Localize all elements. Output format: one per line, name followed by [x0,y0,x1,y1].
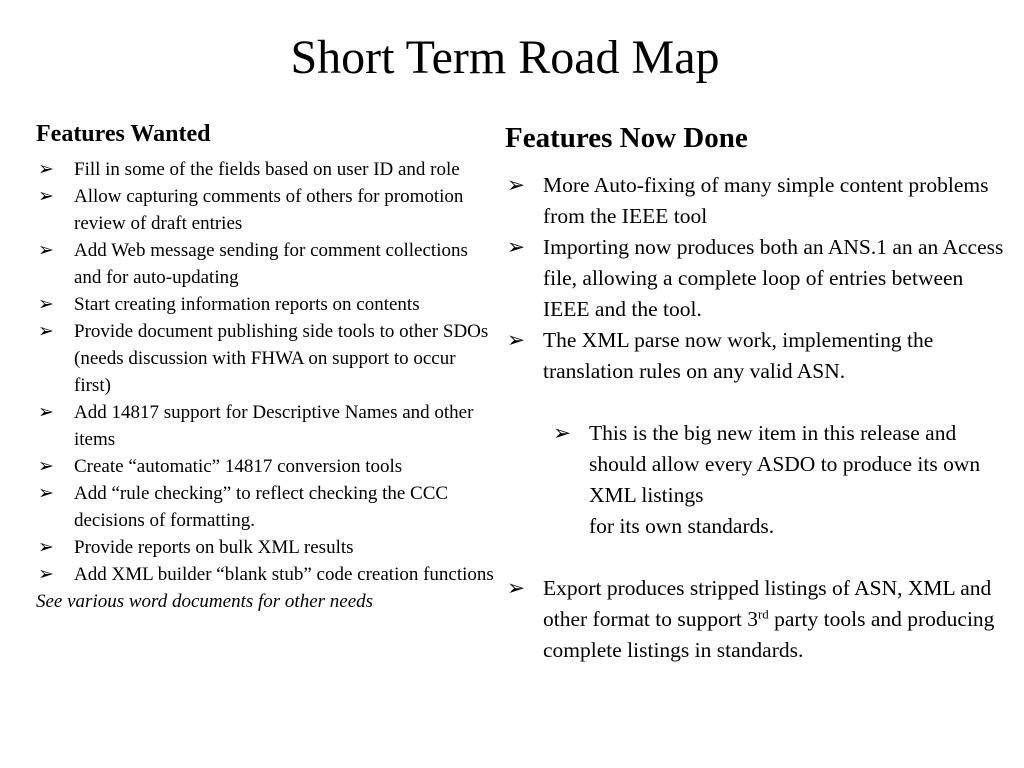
list-item: ➢ Importing now produces both an ANS.1 an an Access file, allowing a complete loop of entries between IEEE and the tool. [505,232,1015,325]
arrow-bullet-icon: ➢ [38,564,54,585]
features-done-column [505,118,1015,666]
other-needs-note: See various word documents for other needs [36,591,374,612]
arrow-bullet-icon: ➢ [38,456,54,477]
arrow-bullet-icon: ➢ [38,537,54,558]
list-item: ➢ Add 14817 support for Descriptive Names and other items [36,399,496,453]
arrow-bullet-icon: ➢ [507,235,526,259]
list-item: ➢ Add XML builder “blank stub” code creation functions [36,561,496,588]
list-item: ➢ Create “automatic” 14817 conversion tools [36,453,496,480]
list-item: ➢ Add Web message sending for comment collections and for auto-updating [36,237,496,291]
features-done-heading: Features Now Done [505,122,748,154]
sub-list-item: ➢ This is the big new item in this release and should allow every ASDO to produce its own XML listings for its own standards. [551,418,1015,542]
arrow-bullet-icon: ➢ [38,240,54,261]
list-item: ➢ Start creating information reports on contents [36,291,496,318]
superscript-rd: rd [757,607,769,622]
arrow-bullet-icon: ➢ [38,321,54,342]
list-item: ➢ The XML parse now work, implementing the translation rules on any valid ASN. [505,325,1015,387]
features-done-list [505,170,1015,666]
arrow-bullet-icon: ➢ [507,173,526,197]
arrow-bullet-icon: ➢ [38,294,54,315]
list-item: ➢ Fill in some of the fields based on user ID and role [36,156,496,183]
list-item: ➢ Provide reports on bulk XML results [36,534,496,561]
features-wanted-list [36,156,496,588]
list-item: ➢ Provide document publishing side tools to other SDOs (needs discussion with FHWA on support to occur first) [36,318,496,399]
arrow-bullet-icon: ➢ [38,159,54,180]
list-item: ➢ Add “rule checking” to reflect checking the CCC decisions of formatting. [36,480,496,534]
features-wanted-column [36,118,496,615]
list-item: ➢ Allow capturing comments of others for promotion review of draft entries [36,183,496,237]
arrow-bullet-icon: ➢ [38,402,54,423]
list-item: ➢ Export produces stripped listings of ASN, XML and other format to support 3rd party tools and producing complete listings in standards. [505,573,1015,666]
arrow-bullet-icon: ➢ [38,483,54,504]
arrow-bullet-icon: ➢ [553,421,572,445]
arrow-bullet-icon: ➢ [38,186,54,207]
list-item: ➢ More Auto-fixing of many simple content problems from the IEEE tool [505,170,1015,232]
slide-title: Short Term Road Map [290,31,720,84]
arrow-bullet-icon: ➢ [507,576,526,600]
arrow-bullet-icon: ➢ [507,328,526,352]
features-wanted-heading: Features Wanted [36,121,211,147]
